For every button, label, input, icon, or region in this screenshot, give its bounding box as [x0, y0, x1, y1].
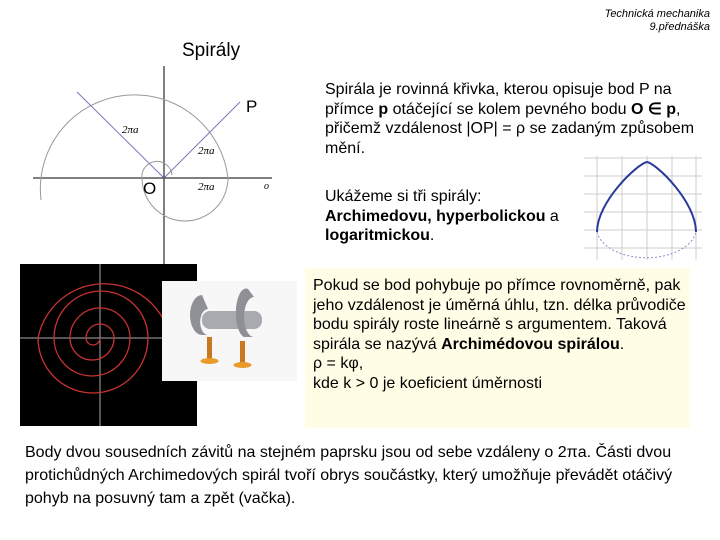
archimedean-description — [313, 276, 688, 393]
lecture-number: 9.přednáška — [649, 21, 710, 33]
text: Pokud se bod pohybuje po přímce rovnoměrně, pak jeho vzdálenost je úměrná úhlu, tzn. délka průvodiče bodu spirály roste lineárně s argumentem. Taková spirála se nazývá — [313, 277, 686, 353]
term: Archimédovou spirálou — [441, 335, 620, 353]
label-2pia-right: 2πa — [198, 145, 215, 157]
formula: ρ = kφ, — [313, 355, 364, 372]
spiral-construction-diagram — [0, 0, 300, 270]
cam-mechanism-image — [162, 281, 297, 381]
text: Ukážeme si tři spirály: — [325, 188, 482, 205]
spiral-name-log: logaritmickou — [325, 227, 430, 244]
label-2pia-axis: 2πa — [198, 181, 215, 193]
text: . — [619, 335, 625, 353]
cam-profile-plot — [582, 152, 707, 264]
bottom-paragraph: Body dvou sousedních závitů na stejném paprsku jsou od sebe vzdáleny o 2πa. Části dvou protichůdných Archimedových spirál tvoří obrys součástky, který umožňuje převádět otáčivý pohyb na posuvný tam a zpět (vačka). — [25, 444, 673, 507]
origin-label: O — [143, 179, 157, 198]
coefficient-note: kde k > 0 je koeficient úměrnosti — [313, 374, 543, 392]
course-name: Technická mechanika — [604, 8, 710, 20]
spiral-definition — [325, 80, 720, 158]
point-o-on-p: O ∈ p — [630, 100, 676, 118]
label-2pia-left: 2πa — [122, 124, 139, 136]
text: Spirála je rovinná křivka, kterou opisuje bod P na přímce — [325, 81, 672, 118]
point-p-label: P — [246, 97, 258, 116]
spiral-types — [325, 187, 585, 246]
text: a — [545, 207, 559, 225]
slide-title: Spirály — [182, 40, 241, 61]
text: otáčející se kolem pevného bodu — [388, 100, 631, 118]
slide-header — [605, 8, 710, 34]
spiral-names: Archimedovu, hyperbolickou — [325, 207, 546, 225]
text: , přičemž vzdálenost |OP| = ρ se zadaným způsobem mění. — [325, 100, 695, 157]
line-p: p — [378, 100, 389, 118]
axis-label-o: o — [264, 181, 269, 192]
text: . — [429, 227, 435, 244]
